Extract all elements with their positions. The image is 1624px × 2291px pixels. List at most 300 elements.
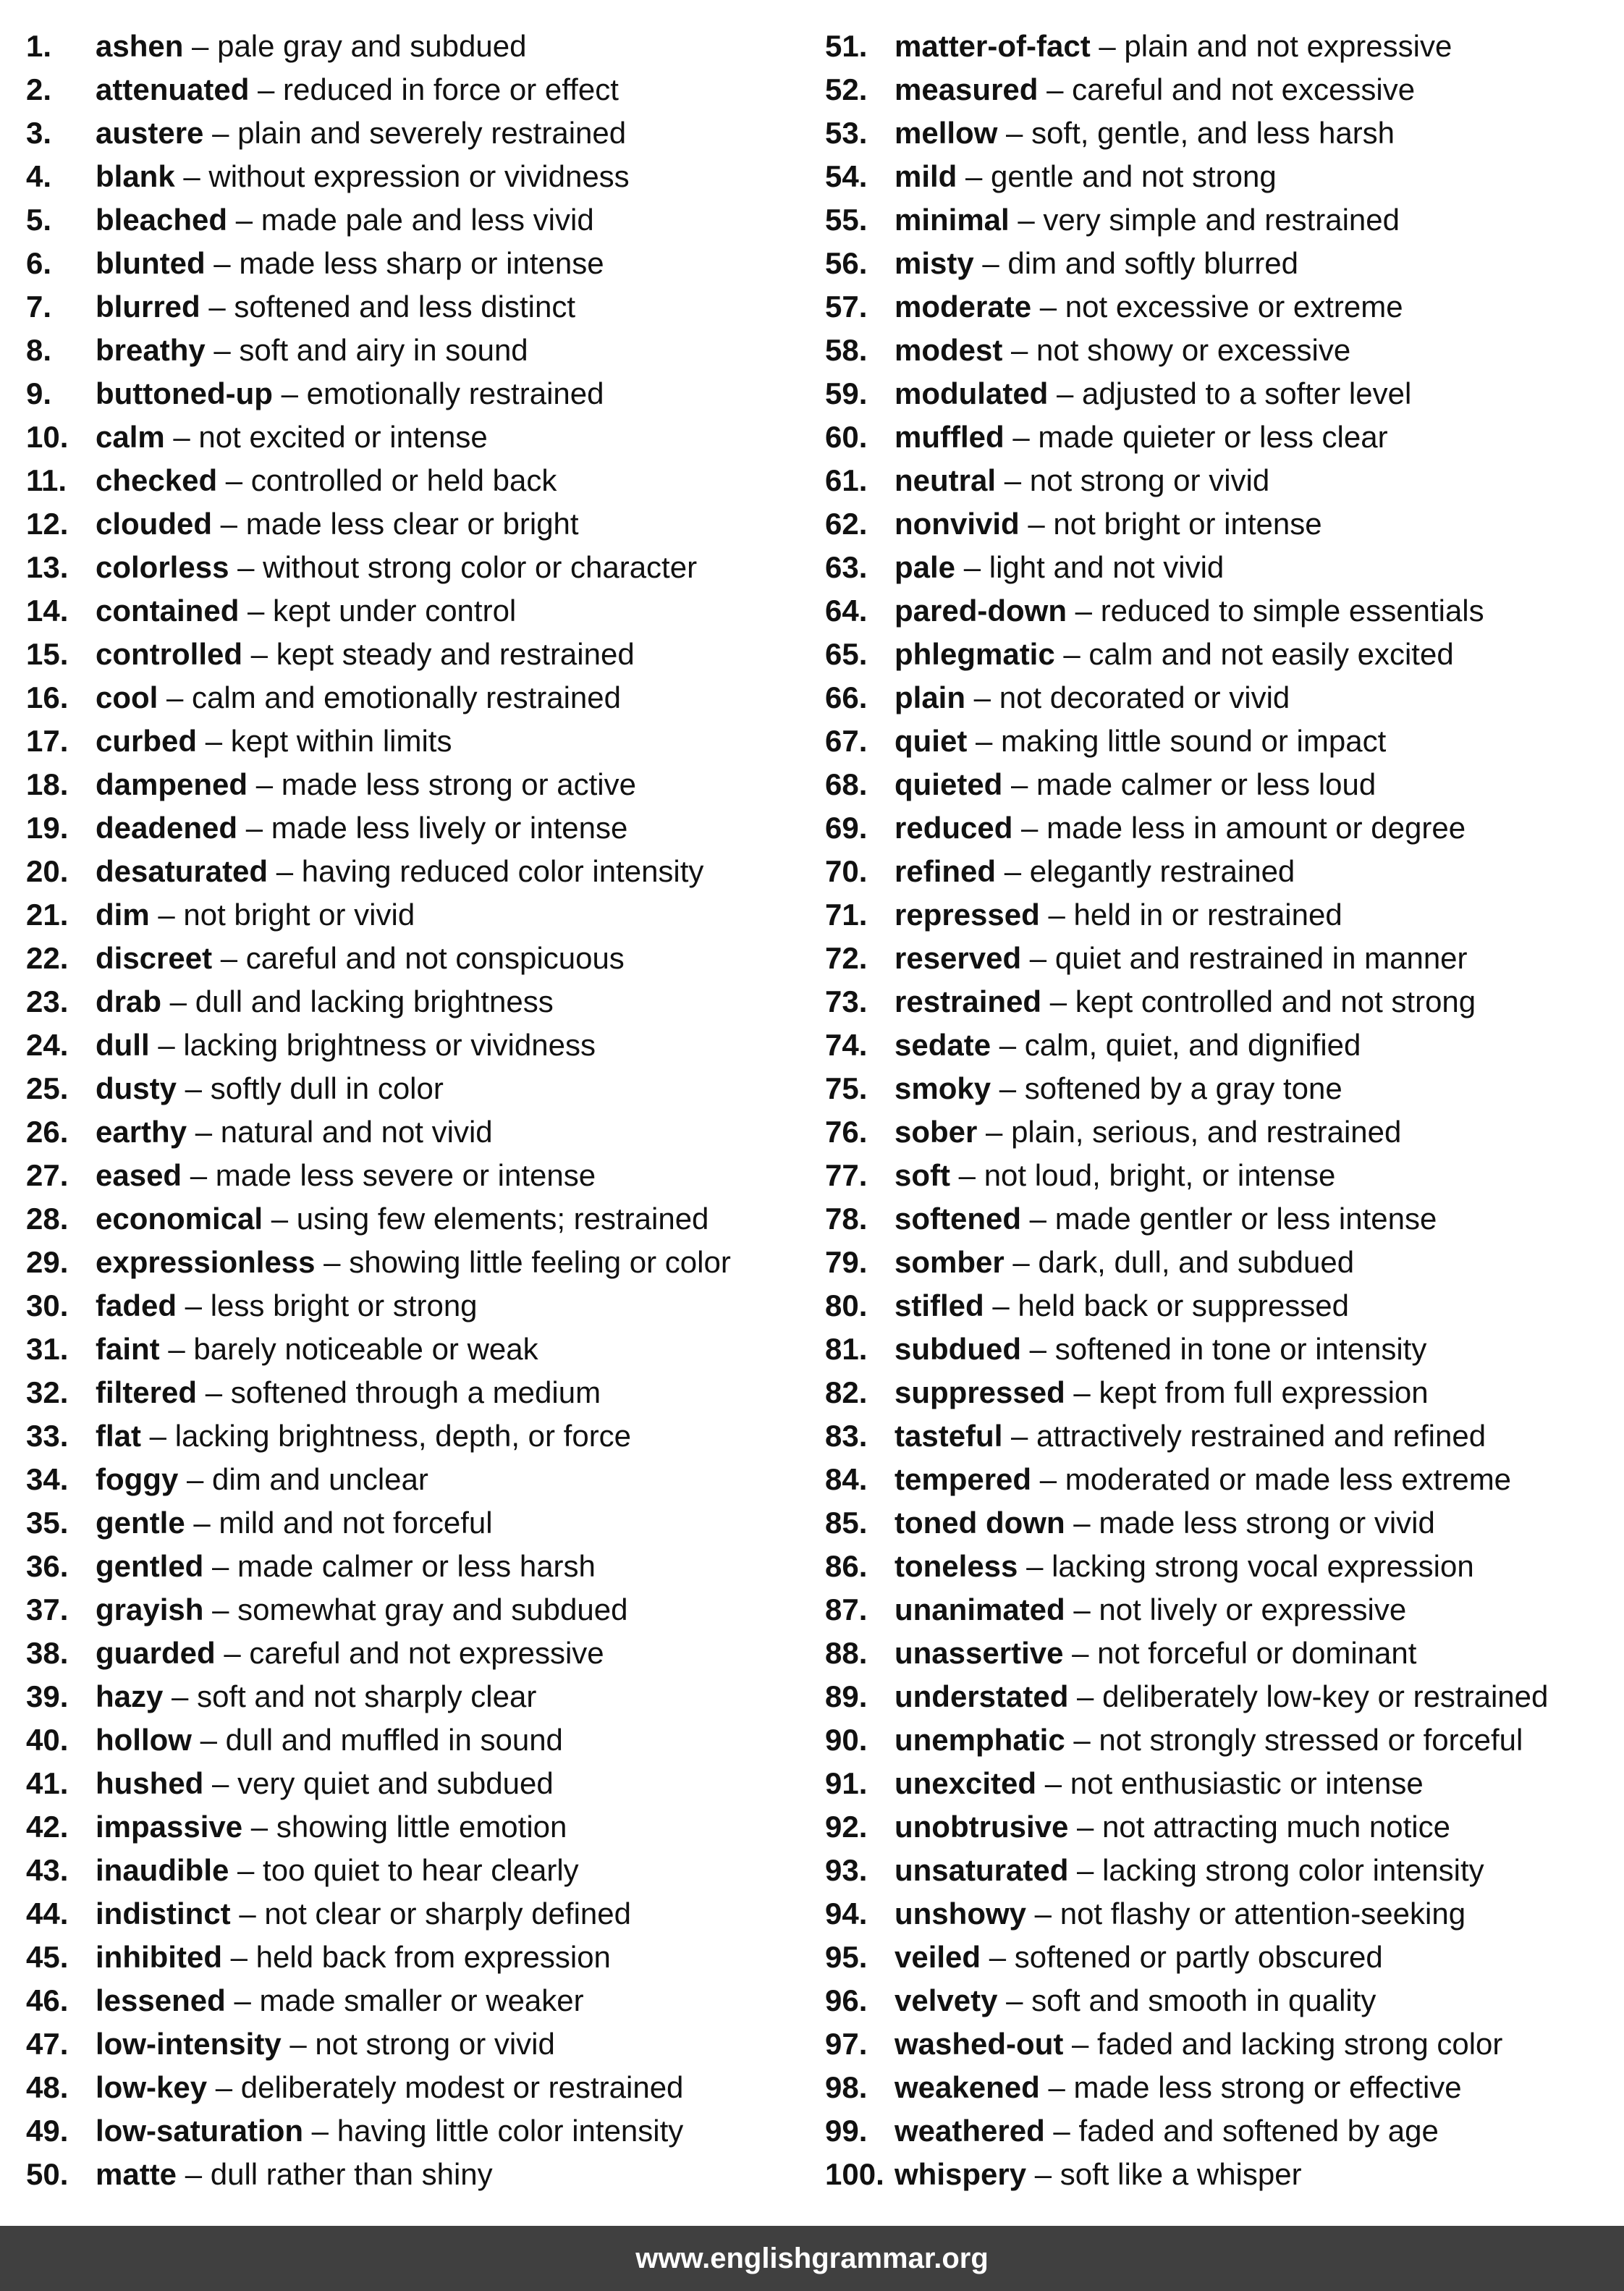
item-text [96,980,554,1024]
list-item [26,1284,815,1328]
item-word: low-key [96,2070,208,2104]
list-item [26,893,815,937]
item-number: 94. [825,1896,868,1931]
item-word: gentled [96,1549,204,1583]
item-word: phlegmatic [895,637,1055,671]
item-number: 11. [26,463,67,497]
item-definition: – not forceful or dominant [1063,1636,1417,1670]
item-number: 86. [825,1549,868,1583]
item-definition: – using few elements; restrained [263,1202,709,1236]
item-definition: – not flashy or attention-seeking [1026,1896,1466,1931]
item-number: 91. [825,1766,868,1800]
item-word: austere [96,116,204,150]
item-word: low-intensity [96,2027,282,2061]
item-text [96,502,579,546]
list-item [825,1936,1624,1979]
item-definition: – dull and lacking brightness [161,984,554,1018]
list-item [26,1979,815,2022]
item-word: grayish [96,1592,204,1627]
item-text [96,1414,631,1458]
item-definition: – very quiet and subdued [203,1766,554,1800]
item-definition: – made less sharp or intense [205,246,604,280]
item-word: muffled [895,420,1005,454]
item-text [96,68,619,111]
item-word: toneless [895,1549,1018,1583]
item-word: eased [96,1158,182,1192]
item-text [96,1675,536,1718]
item-number: 71. [825,898,868,932]
item-text [96,2022,555,2066]
item-text [96,459,557,502]
item-number: 66. [825,680,868,714]
item-text [96,329,528,372]
item-definition: – made calmer or less loud [1002,767,1376,801]
item-word: cool [96,680,158,714]
item-word: earthy [96,1115,187,1149]
item-word: ashen [96,29,184,63]
item-number: 46. [26,1983,69,2017]
item-text [96,806,627,850]
item-number: 67. [825,724,868,758]
item-text [96,1936,611,1979]
list-item [825,1675,1624,1718]
item-number: 84. [825,1462,868,1496]
item-text [895,980,1476,1024]
list-item [825,1110,1624,1154]
item-definition: – not strong or vivid [996,463,1270,497]
list-item [825,1979,1624,2022]
item-text [895,285,1403,329]
item-text [96,546,697,589]
list-item [825,329,1624,372]
item-text [895,1979,1376,2022]
item-word: toned down [895,1506,1065,1540]
item-text [895,1936,1383,1979]
list-item [825,1284,1624,1328]
item-text [895,1284,1349,1328]
item-text [96,676,621,720]
item-definition: – kept from full expression [1065,1375,1429,1409]
item-number: 12. [26,507,69,541]
item-text [96,2109,683,2153]
list-item [26,1805,815,1849]
item-text [895,2022,1502,2066]
item-word: dim [96,898,150,932]
item-definition: – made less severe or intense [182,1158,596,1192]
item-definition: – plain and severely restrained [203,116,627,150]
item-text [96,1197,709,1241]
item-word: unemphatic [895,1723,1065,1757]
item-number: 39. [26,1679,69,1713]
item-number: 23. [26,984,69,1018]
item-definition: – careful and not excessive [1038,72,1416,106]
list-item [26,2066,815,2109]
item-word: quiet [895,724,968,758]
item-word: reduced [895,811,1013,845]
item-definition: – attractively restrained and refined [1002,1419,1486,1453]
item-text [96,1154,596,1197]
list-item [26,1371,815,1414]
item-word: curbed [96,724,198,758]
item-number: 5. [26,203,52,237]
list-item [825,1805,1624,1849]
item-number: 16. [26,680,69,714]
item-definition: – not strong or vivid [281,2027,555,2061]
item-text [96,720,452,763]
item-number: 21. [26,898,69,932]
list-item [26,980,815,1024]
item-text [96,1328,538,1371]
item-word: subdued [895,1332,1021,1366]
item-word: stifled [895,1288,984,1322]
item-text [96,1024,596,1067]
item-text [96,1849,579,1892]
item-text [96,1501,493,1545]
item-word: lessened [96,1983,226,2017]
list-item [825,1849,1624,1892]
item-number: 63. [825,550,868,584]
item-number: 14. [26,594,69,628]
item-definition: – careful and not expressive [215,1636,604,1670]
item-word: flat [96,1419,141,1453]
item-text [96,155,630,198]
item-number: 58. [825,333,868,367]
item-definition: – dull and muffled in sound [191,1723,563,1757]
item-number: 26. [26,1115,69,1149]
item-number: 27. [26,1158,69,1192]
item-definition: – kept steady and restrained [242,637,635,671]
item-text [895,1849,1484,1892]
item-definition: – reduced in force or effect [249,72,619,106]
item-definition: – calm and emotionally restrained [158,680,622,714]
item-number: 25. [26,1071,69,1105]
item-word: faint [96,1332,160,1366]
list-item [825,1024,1624,1067]
item-definition: – elegantly restrained [996,854,1295,888]
item-text [96,633,635,676]
item-definition: – made gentler or less intense [1021,1202,1437,1236]
footer-site: www.englishgrammar.org [0,2226,1624,2291]
item-number: 72. [825,941,868,975]
list-item [825,1892,1624,1936]
item-text [96,1241,731,1284]
item-number: 73. [825,984,868,1018]
item-number: 75. [825,1071,868,1105]
item-text [96,1588,627,1632]
item-text [96,285,575,329]
item-text [895,111,1395,155]
item-definition: – reduced to simple essentials [1067,594,1484,628]
list-item [26,198,815,242]
item-text [96,1067,444,1110]
item-number: 62. [825,507,868,541]
item-word: unanimated [895,1592,1065,1627]
item-definition: – kept controlled and not strong [1041,984,1476,1018]
item-text [895,1762,1424,1805]
item-word: buttoned-up [96,376,273,410]
item-text [895,589,1484,633]
item-word: checked [96,463,218,497]
item-word: plain [895,680,966,714]
list-item [26,1197,815,1241]
list-item [26,1414,815,1458]
item-word: washed-out [895,2027,1064,2061]
item-number: 90. [825,1723,868,1757]
list-item [26,1154,815,1197]
item-text [895,2109,1439,2153]
item-number: 88. [825,1636,868,1670]
list-item [825,546,1624,589]
item-text [895,372,1411,415]
item-text [96,1110,493,1154]
item-number: 95. [825,1940,868,1974]
list-item [825,372,1624,415]
item-definition: – deliberately modest or restrained [207,2070,684,2104]
item-word: dampened [96,767,248,801]
item-definition: – made quieter or less clear [1004,420,1388,454]
item-number: 13. [26,550,69,584]
item-word: soft [895,1158,950,1192]
item-word: smoky [895,1071,991,1105]
item-number: 2. [26,72,52,106]
item-definition: – held back from expression [221,1940,611,1974]
item-definition: – made less in amount or degree [1012,811,1466,845]
item-text [96,242,604,285]
item-definition: – not decorated or vivid [965,680,1290,714]
item-definition: – calm and not easily excited [1054,637,1454,671]
item-word: dull [96,1028,150,1062]
item-word: drab [96,984,162,1018]
item-word: attenuated [96,72,250,106]
item-word: unassertive [895,1636,1064,1670]
item-definition: – lacking brightness or vividness [149,1028,596,1062]
item-number: 4. [26,159,52,193]
item-definition: – made calmer or less harsh [203,1549,596,1583]
item-text [96,198,594,242]
list-item [26,1545,815,1588]
item-number: 45. [26,1940,69,1974]
item-number: 48. [26,2070,69,2104]
list-item [825,415,1624,459]
list-item [26,1501,815,1545]
item-word: modest [895,333,1003,367]
item-definition: – dull rather than shiny [177,2157,493,2191]
item-definition: – not excessive or extreme [1031,290,1403,324]
list-item [825,25,1624,68]
item-text [96,1371,601,1414]
item-text [895,1588,1406,1632]
list-item [26,1024,815,1067]
item-definition: – careful and not conspicuous [212,941,625,975]
item-number: 6. [26,246,52,280]
list-item [825,1545,1624,1588]
item-number: 92. [825,1810,868,1844]
item-number: 7. [26,290,52,324]
item-word: quieted [895,767,1003,801]
item-number: 52. [825,72,868,106]
item-word: unobtrusive [895,1810,1069,1844]
list-item [825,2022,1624,2066]
item-text [895,1110,1401,1154]
item-number: 69. [825,811,868,845]
item-definition: – lacking brightness, depth, or force [141,1419,632,1453]
list-item [26,1936,815,1979]
item-definition: – softened through a medium [197,1375,601,1409]
item-number: 59. [825,376,868,410]
item-text [96,372,604,415]
item-definition: – kept under control [239,594,517,628]
item-number: 33. [26,1419,69,1453]
item-text [895,242,1298,285]
item-word: somber [895,1245,1005,1279]
item-text [895,415,1388,459]
item-number: 85. [825,1506,868,1540]
word-list-left-column [26,25,815,2196]
item-number: 64. [825,594,868,628]
item-number: 49. [26,2114,69,2148]
item-text [895,1371,1429,1414]
list-item [26,2153,815,2196]
list-item [26,850,815,893]
item-definition: – soft like a whisper [1026,2157,1302,2191]
item-definition: – made less lively or intense [237,811,628,845]
list-item [26,1067,815,1110]
item-word: matte [96,2157,177,2191]
item-number: 97. [825,2027,868,2061]
item-word: discreet [96,941,213,975]
item-number: 20. [26,854,69,888]
list-item [26,1328,815,1371]
item-text [895,1718,1523,1762]
item-definition: – light and not vivid [955,550,1225,584]
item-definition: – without strong color or character [229,550,698,584]
item-definition: – not strongly stressed or forceful [1065,1723,1523,1757]
item-word: dusty [96,1071,177,1105]
item-text [895,633,1454,676]
item-number: 93. [825,1853,868,1887]
item-text [96,1458,428,1501]
list-item [825,2109,1624,2153]
item-definition: – showing little emotion [242,1810,567,1844]
item-number: 37. [26,1592,69,1627]
item-text [895,2153,1302,2196]
item-number: 18. [26,767,69,801]
item-definition: – very simple and restrained [1009,203,1400,237]
list-item [825,2153,1624,2196]
item-text [96,25,526,68]
item-text [895,459,1269,502]
list-item [26,242,815,285]
item-text [895,546,1224,589]
item-word: misty [895,246,974,280]
item-number: 36. [26,1549,69,1583]
item-definition: – emotionally restrained [272,376,604,410]
item-definition: – softly dull in color [177,1071,444,1105]
item-text [895,1414,1486,1458]
item-text [895,198,1400,242]
item-text [895,1458,1511,1501]
item-definition: – softened by a gray tone [991,1071,1342,1105]
item-word: mild [895,159,957,193]
item-definition: – made pale and less vivid [227,203,594,237]
item-text [96,1284,478,1328]
item-word: weakened [895,2070,1040,2104]
item-word: sober [895,1115,978,1149]
item-definition: – not enthusiastic or intense [1036,1766,1424,1800]
item-text [895,850,1295,893]
list-item [825,1067,1624,1110]
item-definition: – lacking strong color intensity [1068,1853,1484,1887]
list-item [825,720,1624,763]
item-definition: – natural and not vivid [187,1115,493,1149]
item-number: 28. [26,1202,69,1236]
item-word: filtered [96,1375,198,1409]
list-item [26,1762,815,1805]
item-word: softened [895,1202,1022,1236]
item-word: low-saturation [96,2114,304,2148]
item-number: 19. [26,811,69,845]
list-item [26,285,815,329]
item-definition: – softened and less distinct [200,290,576,324]
item-word: hushed [96,1766,204,1800]
item-number: 76. [825,1115,868,1149]
item-number: 65. [825,637,868,671]
list-item [825,502,1624,546]
list-item [26,1718,815,1762]
list-item [26,1632,815,1675]
list-item [825,1154,1624,1197]
item-number: 79. [825,1245,868,1279]
item-number: 96. [825,1983,868,2017]
item-number: 34. [26,1462,69,1496]
item-text [895,720,1386,763]
item-definition: – less bright or strong [177,1288,478,1322]
list-item [825,1588,1624,1632]
item-text [96,1805,567,1849]
list-item [825,1197,1624,1241]
list-item [825,459,1624,502]
item-definition: – adjusted to a softer level [1048,376,1412,410]
list-item [825,1718,1624,1762]
item-word: inhibited [96,1940,222,1974]
item-definition: – held in or restrained [1039,898,1342,932]
list-item [26,2109,815,2153]
item-number: 8. [26,333,52,367]
list-item [825,633,1624,676]
list-item [26,1110,815,1154]
item-word: gentle [96,1506,185,1540]
item-word: deadened [96,811,238,845]
item-text [96,763,636,806]
list-item [26,763,815,806]
item-definition: – making little sound or impact [967,724,1387,758]
item-text [895,806,1466,850]
item-word: clouded [96,507,213,541]
item-word: calm [96,420,165,454]
item-word: expressionless [96,1245,316,1279]
item-word: blunted [96,246,206,280]
item-number: 43. [26,1853,69,1887]
list-item [825,1414,1624,1458]
item-word: reserved [895,941,1022,975]
item-definition: – without expression or vividness [174,159,630,193]
item-word: veiled [895,1940,981,1974]
item-number: 17. [26,724,69,758]
list-item [26,806,815,850]
item-word: understated [895,1679,1069,1713]
item-number: 68. [825,767,868,801]
item-number: 55. [825,203,868,237]
